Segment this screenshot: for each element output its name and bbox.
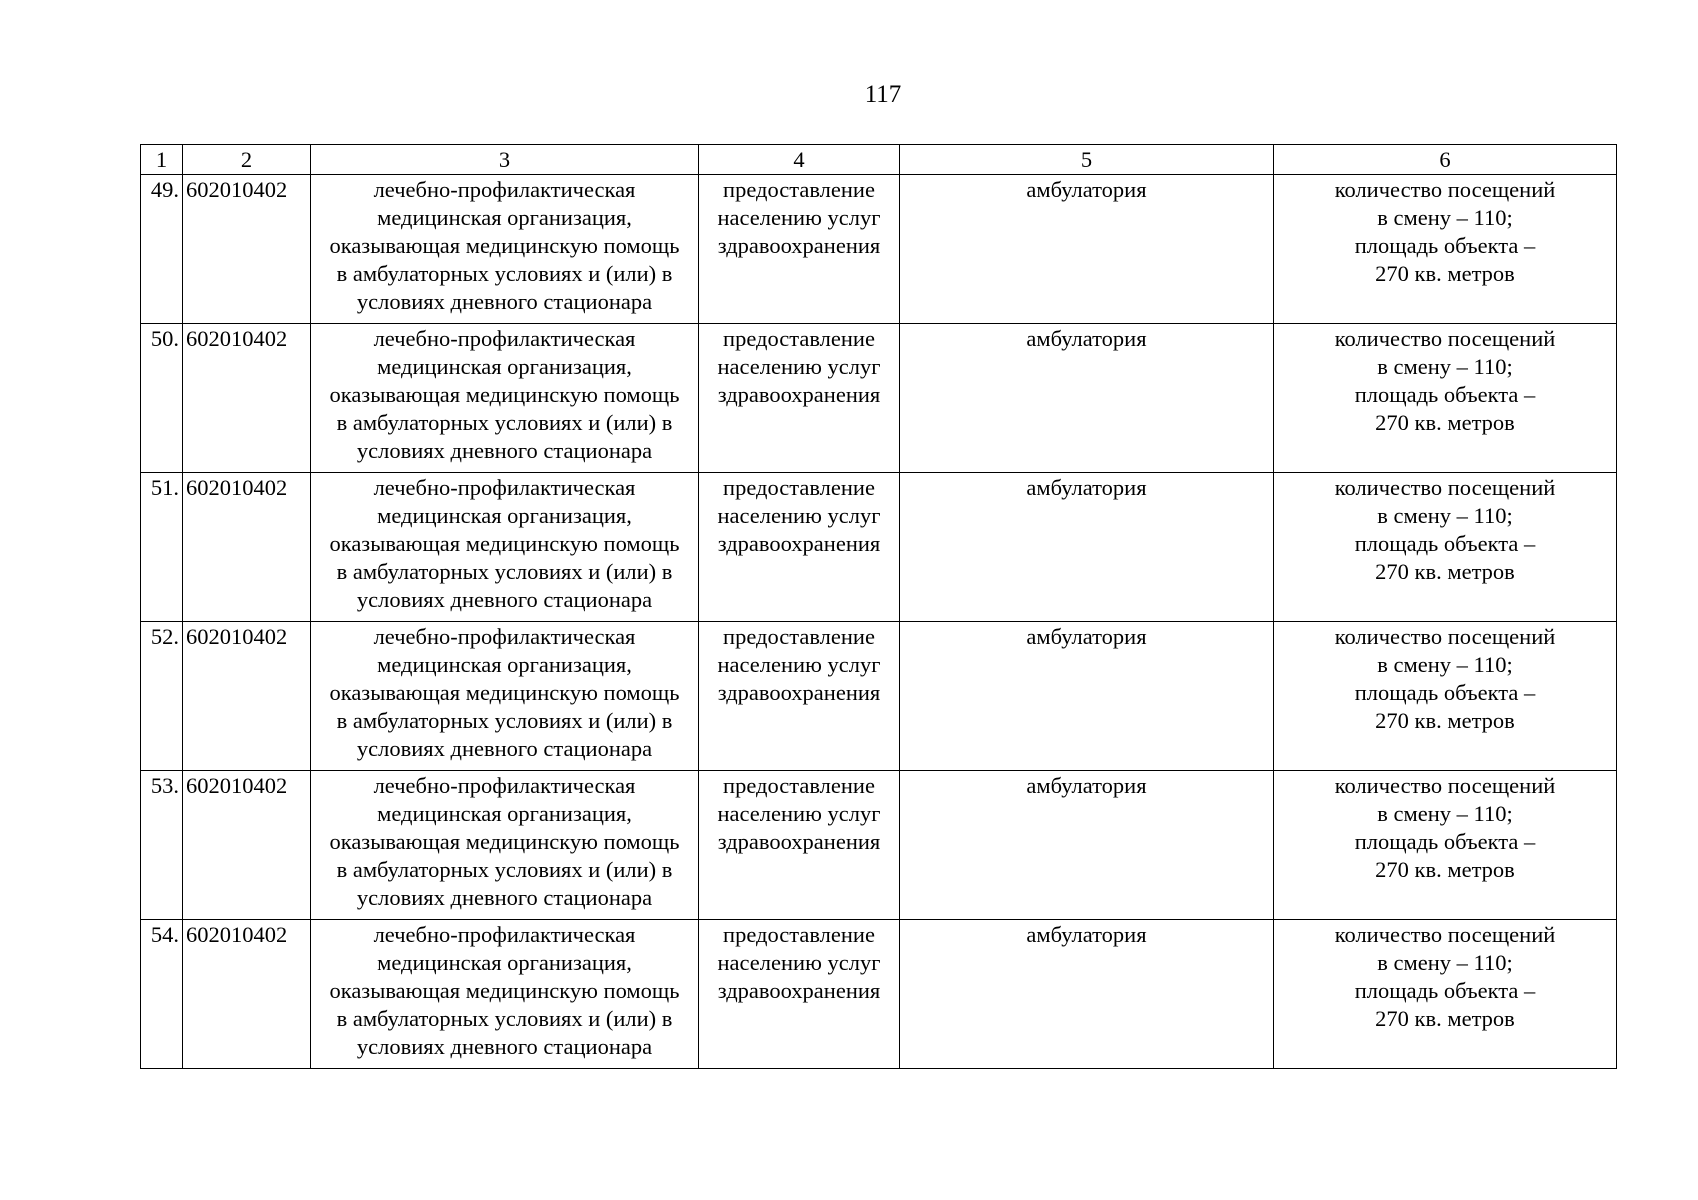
object-characteristics-line: в смену – 110; [1377,652,1513,677]
header-col-5: 5 [900,145,1274,175]
object-type-line: условиях дневного стационара [356,587,653,612]
object-purpose-line: предоставление [723,475,875,500]
object-characteristics-line: в смену – 110; [1377,503,1513,528]
object-purpose-cell [699,324,900,473]
object-type-cell [311,175,699,324]
object-type-line: медицинская организация, [377,652,632,677]
object-type-cell [311,920,699,1069]
object-name: амбулатория [1026,922,1147,947]
object-code-cell [183,920,311,1069]
object-type-line: лечебно-профилактическая [373,326,636,351]
object-purpose-line: населению услуг [717,652,881,677]
object-name: амбулатория [1026,624,1147,649]
object-code-cell [183,622,311,771]
object-purpose-line: здравоохранения [717,978,881,1003]
object-code-cell [183,473,311,622]
object-type-line: медицинская организация, [377,801,632,826]
object-characteristics-line: в смену – 110; [1377,354,1513,379]
object-purpose-cell [699,622,900,771]
header-col-1: 1 [141,145,183,175]
object-characteristics-line: 270 кв. метров [1375,857,1515,882]
object-type-line: в амбулаторных условиях и (или) в [336,857,673,882]
object-purpose-line: предоставление [723,177,875,202]
object-characteristics-line: 270 кв. метров [1375,261,1515,286]
object-characteristics-cell [1274,473,1617,622]
object-purpose-cell [699,175,900,324]
object-type-line: оказывающая медицинскую помощь [329,531,680,556]
object-type-line: медицинская организация, [377,950,632,975]
object-type-line: медицинская организация, [377,503,632,528]
object-code: 602010402 [186,177,288,202]
object-code-cell [183,175,311,324]
object-code: 602010402 [186,475,288,500]
table-row [141,771,1617,920]
object-characteristics-line: площадь объекта – [1354,233,1536,258]
object-characteristics-line: количество посещений [1334,773,1556,798]
object-purpose-line: населению услуг [717,354,881,379]
object-type-line: условиях дневного стационара [356,885,653,910]
object-name: амбулатория [1026,475,1147,500]
object-type-line: оказывающая медицинскую помощь [329,829,680,854]
object-type-line: в амбулаторных условиях и (или) в [336,1006,673,1031]
object-characteristics-cell [1274,771,1617,920]
object-purpose-cell [699,473,900,622]
table-row [141,622,1617,771]
header-col-4: 4 [699,145,900,175]
object-name-cell [900,175,1274,324]
header-col-3: 3 [311,145,699,175]
object-purpose-line: здравоохранения [717,829,881,854]
object-characteristics-line: 270 кв. метров [1375,1006,1515,1031]
object-name: амбулатория [1026,177,1147,202]
object-code: 602010402 [186,922,288,947]
row-number: 49. [150,177,179,202]
object-purpose-line: здравоохранения [717,382,881,407]
header-row [141,145,1617,175]
object-type-line: лечебно-профилактическая [373,624,636,649]
object-purpose-line: здравоохранения [717,531,881,556]
object-characteristics-line: количество посещений [1334,624,1556,649]
object-purpose-line: предоставление [723,773,875,798]
object-name-cell [900,771,1274,920]
object-characteristics-line: площадь объекта – [1354,978,1536,1003]
object-type-line: условиях дневного стационара [356,289,653,314]
object-characteristics-cell [1274,175,1617,324]
object-type-line: лечебно-профилактическая [373,177,636,202]
table-header [141,145,1617,175]
table-row [141,324,1617,473]
row-number-cell [141,622,183,771]
object-characteristics-line: в смену – 110; [1377,801,1513,826]
row-number: 54. [150,922,179,947]
object-characteristics-line: площадь объекта – [1354,531,1536,556]
object-code: 602010402 [186,624,288,649]
object-characteristics-line: площадь объекта – [1354,829,1536,854]
header-col-6: 6 [1274,145,1617,175]
object-characteristics-line: в смену – 110; [1377,205,1513,230]
object-type-line: оказывающая медицинскую помощь [329,978,680,1003]
object-name-cell [900,622,1274,771]
object-characteristics-cell [1274,920,1617,1069]
object-purpose-line: населению услуг [717,205,881,230]
row-number: 52. [150,624,179,649]
object-type-line: лечебно-профилактическая [373,922,636,947]
object-characteristics-line: количество посещений [1334,475,1556,500]
object-purpose-line: предоставление [723,922,875,947]
object-characteristics-line: количество посещений [1334,326,1556,351]
object-type-cell [311,771,699,920]
object-purpose-line: здравоохранения [717,680,881,705]
object-characteristics-line: 270 кв. метров [1375,410,1515,435]
object-type-line: лечебно-профилактическая [373,475,636,500]
object-characteristics-line: в смену – 110; [1377,950,1513,975]
object-purpose-line: населению услуг [717,503,881,528]
row-number-cell [141,324,183,473]
object-type-line: оказывающая медицинскую помощь [329,382,680,407]
object-purpose-cell [699,920,900,1069]
row-number: 50. [150,326,179,351]
object-type-line: в амбулаторных условиях и (или) в [336,708,673,733]
object-name-cell [900,324,1274,473]
page-number: 117 [864,81,902,108]
object-characteristics-line: 270 кв. метров [1375,559,1515,584]
object-code-cell [183,771,311,920]
object-type-line: условиях дневного стационара [356,1034,653,1059]
object-characteristics-cell [1274,324,1617,473]
object-purpose-line: населению услуг [717,801,881,826]
object-purpose-line: здравоохранения [717,233,881,258]
row-number-cell [141,920,183,1069]
object-name-cell [900,920,1274,1069]
object-purpose-cell [699,771,900,920]
table-row [141,175,1617,324]
table-row [141,920,1617,1069]
object-type-line: в амбулаторных условиях и (или) в [336,410,673,435]
header-col-2: 2 [183,145,311,175]
object-purpose-line: предоставление [723,326,875,351]
row-number: 51. [150,475,179,500]
object-characteristics-line: площадь объекта – [1354,680,1536,705]
object-code: 602010402 [186,773,288,798]
row-number-cell [141,175,183,324]
object-type-line: оказывающая медицинскую помощь [329,233,680,258]
object-type-cell [311,622,699,771]
object-characteristics-line: количество посещений [1334,922,1556,947]
object-characteristics-line: количество посещений [1334,177,1556,202]
object-characteristics-line: площадь объекта – [1354,382,1536,407]
table-body [141,175,1617,1069]
object-type-line: медицинская организация, [377,354,632,379]
object-type-cell [311,324,699,473]
object-type-line: в амбулаторных условиях и (или) в [336,559,673,584]
object-characteristics-line: 270 кв. метров [1375,708,1515,733]
object-type-line: оказывающая медицинскую помощь [329,680,680,705]
objects-table [140,144,1617,1069]
object-code-cell [183,324,311,473]
table-row [141,473,1617,622]
object-name: амбулатория [1026,773,1147,798]
object-purpose-line: предоставление [723,624,875,649]
row-number: 53. [150,773,179,798]
object-name: амбулатория [1026,326,1147,351]
object-type-line: условиях дневного стационара [356,438,653,463]
object-type-line: медицинская организация, [377,205,632,230]
object-code: 602010402 [186,326,288,351]
object-type-line: в амбулаторных условиях и (или) в [336,261,673,286]
object-type-line: условиях дневного стационара [356,736,653,761]
row-number-cell [141,473,183,622]
object-purpose-line: населению услуг [717,950,881,975]
object-name-cell [900,473,1274,622]
object-type-cell [311,473,699,622]
object-characteristics-cell [1274,622,1617,771]
object-type-line: лечебно-профилактическая [373,773,636,798]
row-number-cell [141,771,183,920]
